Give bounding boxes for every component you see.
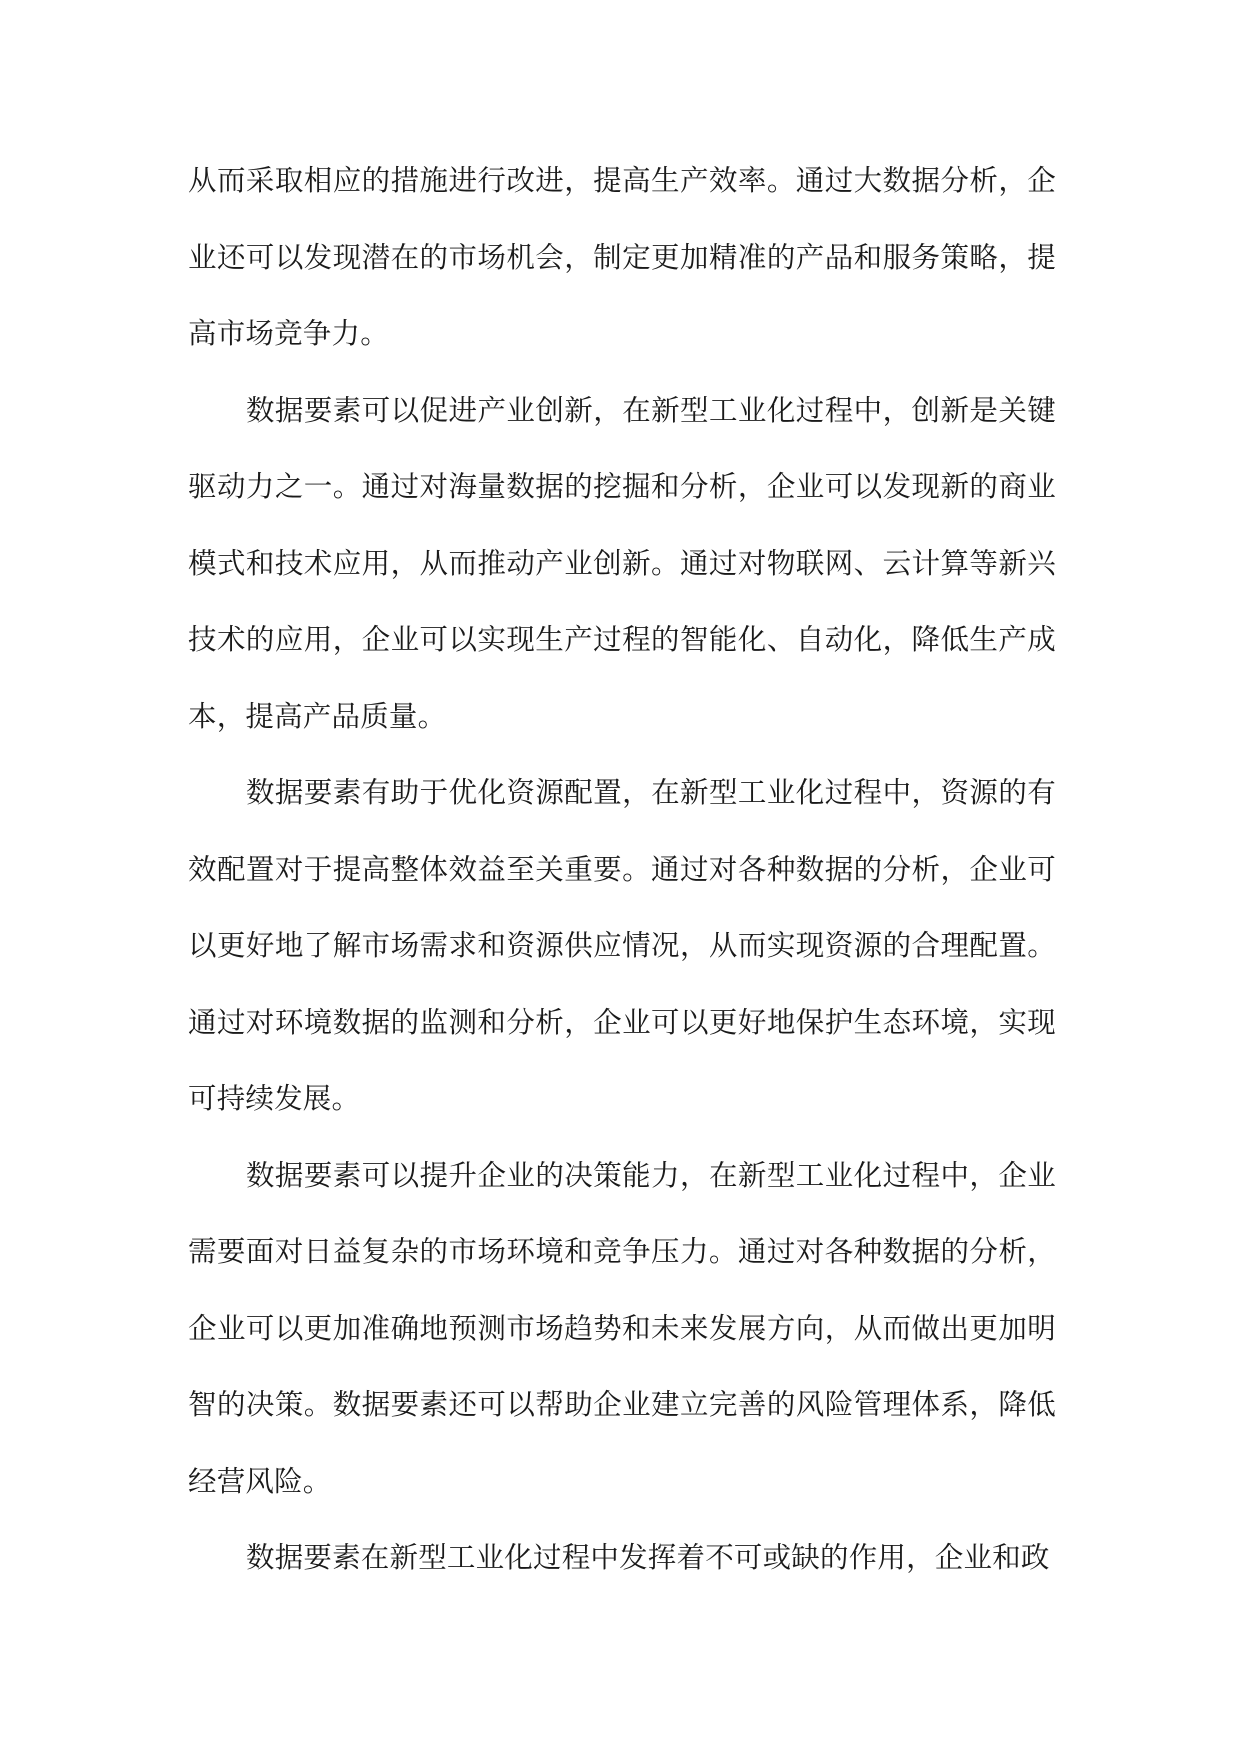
paragraph-2: 数据要素可以促进产业创新，在新型工业化过程中，创新是关键驱动力之一。通过对海量数据的挖掘和分析，企业可以发现新的商业模式和技术应用，从而推动产业创新。通过对物联网、云计算等新兴技术的应用，企业可以实现生产过程的智能化、自动化，降低生产成本，提高产品质量。 [188,393,1056,733]
paragraph-1: 从而采取相应的措施进行改进，提高生产效率。通过大数据分析，企业还可以发现潜在的市场机会，制定更加精准的产品和服务策略，提高市场竞争力。 [188,164,1056,350]
paragraph-5: 数据要素在新型工业化过程中发挥着不可或缺的作用，企业和政 [246,1541,1050,1574]
document-body [188,143,1056,1597]
paragraph-3: 数据要素有助于优化资源配置，在新型工业化过程中，资源的有效配置对于提高整体效益至关重要。通过对各种数据的分析，企业可以更好地了解市场需求和资源供应情况，从而实现资源的合理配置。通过对环境数据的监测和分析，企业可以更好地保护生态环境，实现可持续发展。 [188,776,1056,1115]
paragraph-4: 数据要素可以提升企业的决策能力，在新型工业化过程中，企业需要面对日益复杂的市场环境和竞争压力。通过对各种数据的分析，企业可以更加准确地预测市场趋势和未来发展方向，从而做出更加明智的决策。数据要素还可以帮助企业建立完善的风险管理体系，降低经营风险。 [188,1158,1056,1498]
